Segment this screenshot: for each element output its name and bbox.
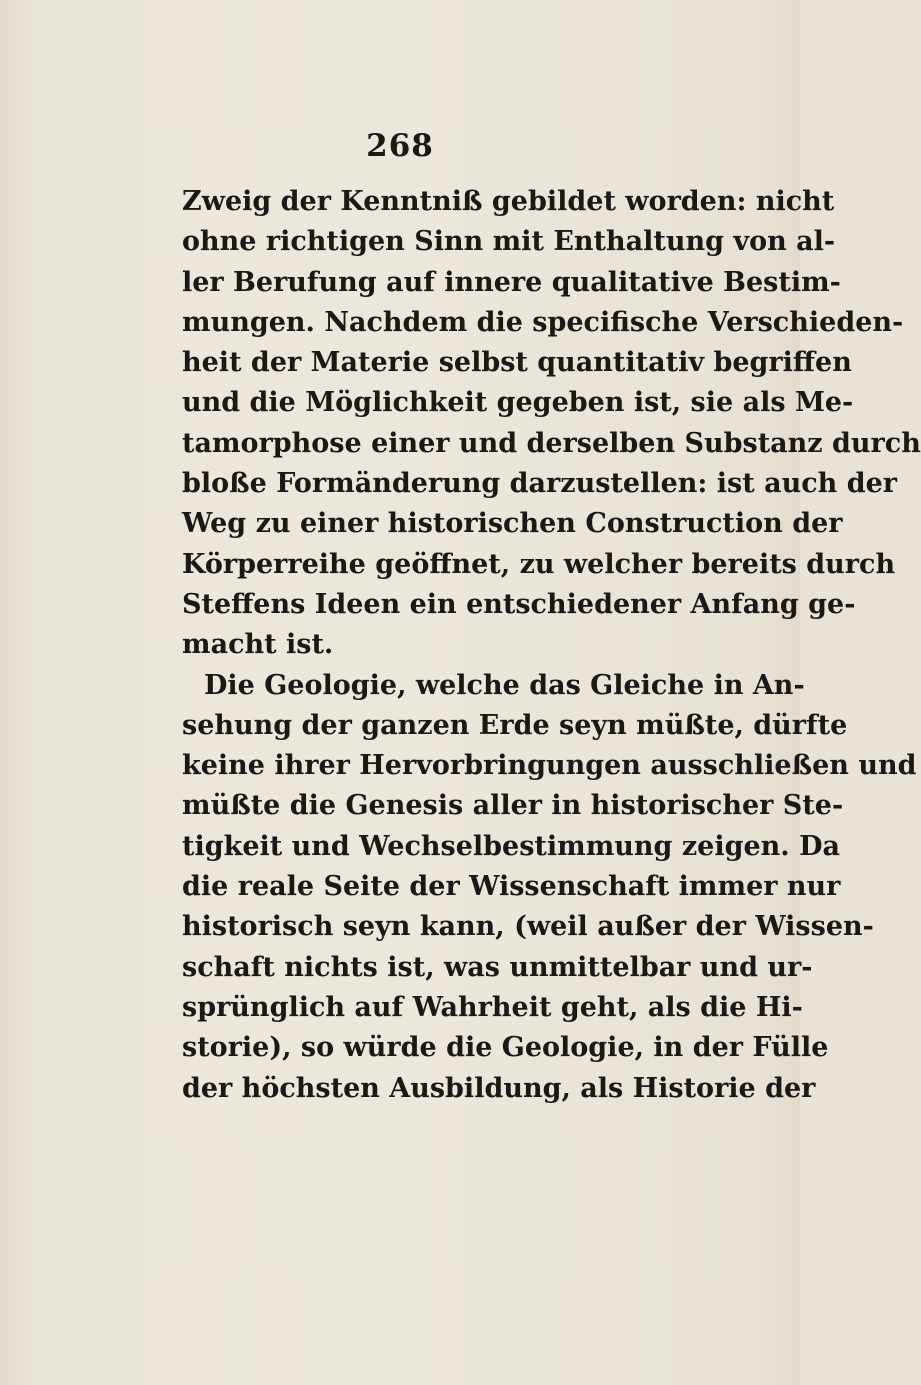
text-line: müßte die Genesis aller in historischer Ste- bbox=[182, 790, 844, 822]
body-text bbox=[182, 182, 921, 1109]
text-line: macht ist. bbox=[182, 629, 334, 661]
text-line: sprünglich auf Wahrheit geht, als die Hi- bbox=[182, 991, 803, 1023]
text-line: mungen. Nachdem die specifische Verschieden- bbox=[182, 306, 904, 338]
text-line: keine ihrer Hervorbringungen ausschließen und bbox=[182, 750, 917, 782]
text-line: Weg zu einer historischen Construction der bbox=[182, 508, 843, 540]
text-line: Steffens Ideen ein entschiedener Anfang ge- bbox=[182, 588, 856, 620]
text-line: ohne richtigen Sinn mit Enthaltung von al- bbox=[182, 226, 836, 258]
text-line: ler Berufung auf innere qualitative Bestim- bbox=[182, 266, 841, 298]
text-line: und die Möglichkeit gegeben ist, sie als Me- bbox=[182, 387, 854, 419]
text-line: bloße Formänderung darzustellen: ist auch der bbox=[182, 468, 897, 500]
text-line: Zweig der Kenntniß gebildet worden: nicht bbox=[182, 186, 835, 217]
text-line: sehung der ganzen Erde seyn müßte, dürfte bbox=[182, 709, 848, 741]
paragraph-start-line: Die Geologie, welche das Gleiche in An- bbox=[204, 669, 805, 701]
text-line: der höchsten Ausbildung, als Historie der bbox=[182, 1072, 816, 1104]
text-line: storie), so würde die Geologie, in der Fülle bbox=[182, 1032, 829, 1064]
text-line: Körperreihe geöffnet, zu welcher bereits durch bbox=[182, 548, 896, 580]
text-line: tamorphose einer und derselben Substanz durch bbox=[182, 427, 921, 459]
text-line: tigkeit und Wechselbestimmung zeigen. Da bbox=[182, 830, 840, 862]
text-line: die reale Seite der Wissenschaft immer nur bbox=[182, 871, 841, 903]
text-line: heit der Materie selbst quantitativ begriffen bbox=[182, 347, 852, 379]
text-line: schaft nichts ist, was unmittelbar und ur- bbox=[182, 951, 813, 983]
page-number: 268 bbox=[366, 128, 434, 164]
text-line: historisch seyn kann, (weil außer der Wissen- bbox=[182, 911, 874, 943]
